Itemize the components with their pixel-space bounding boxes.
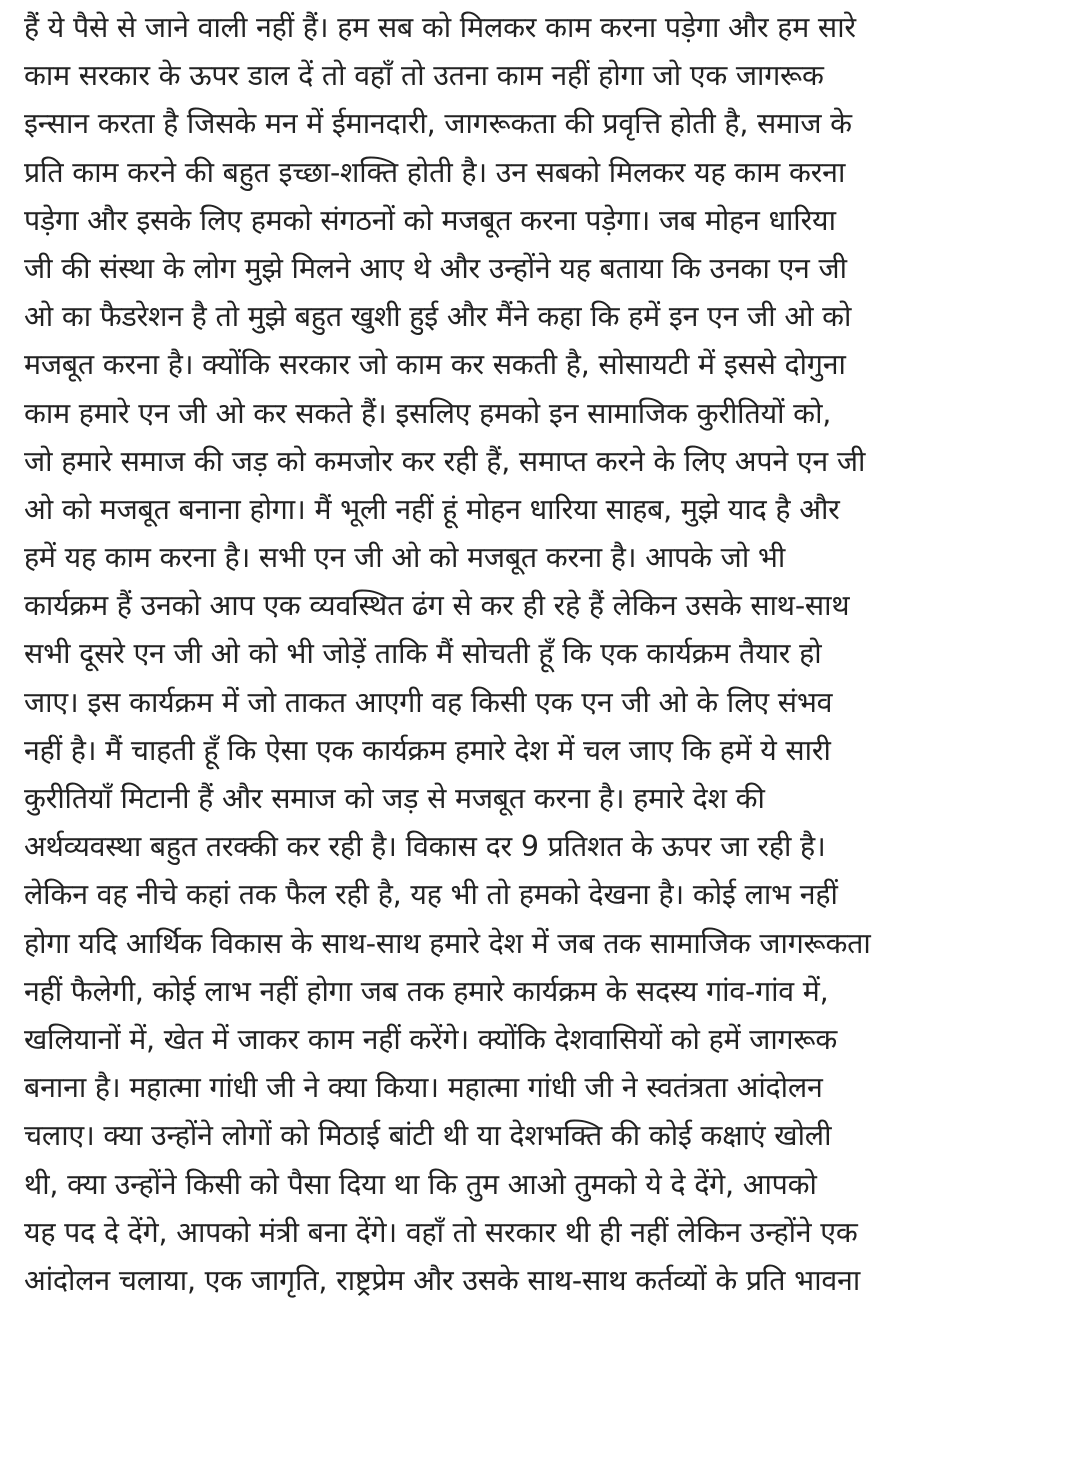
text-line: ओ का फैडरेशन है तो मुझे बहुत खुशी हुई और मैंने कहा कि हमें इन एन जी ओ को [24,300,852,334]
text-line: कुरीतियाँ मिटानी हैं और समाज को जड़ से मजबूत करना है। हमारे देश की [24,782,765,815]
text-line: काम सरकार के ऊपर डाल दें तो वहाँ तो उतना काम नहीं होगा जो एक जागरूक [24,59,824,93]
text-line: जी की संस्था के लोग मुझे मिलने आए थे और उन्होंने यह बताया कि उनका एन जी [24,251,847,285]
text-line: नहीं है। मैं चाहती हूँ कि ऐसा एक कार्यक्रम हमारे देश में चल जाए कि हमें ये सारी [24,733,831,767]
text-line: यह पद दे देंगे, आपको मंत्री बना देंगे। वहाँ तो सरकार थी ही नहीं लेकिन उन्होंने एक [24,1215,858,1249]
text-line: अर्थव्यवस्था बहुत तरक्की कर रही है। विकास दर 9 प्रतिशत के ऊपर जा रही है। [24,830,826,864]
text-line: पड़ेगा और इसके लिए हमको संगठनों को मजबूत करना पड़ेगा। जब मोहन धारिया [24,203,836,237]
text-line: खलियानों में, खेत में जाकर काम नहीं करेंगे। क्योंकि देशवासियों को हमें जागरूक [24,1022,838,1056]
text-line: लेकिन वह नीचे कहां तक फैल रही है, यह भी तो हमको देखना है। कोई लाभ नहीं [24,878,838,912]
text-line: इन्सान करता है जिसके मन में ईमानदारी, जागरूकता की प्रवृत्ति होती है, समाज के [24,107,852,141]
text-line: आंदोलन चलाया, एक जागृति, राष्ट्रप्रेम और उसके साथ-साथ कर्तव्यों के प्रति भावना [24,1263,861,1297]
text-line: काम हमारे एन जी ओ कर सकते हैं। इसलिए हमको इन सामाजिक कुरीतियों को, [24,396,832,430]
text-line: हैं ये पैसे से जाने वाली नहीं हैं। हम सब को मिलकर काम करना पड़ेगा और हम सारे [24,11,856,44]
text-line: सभी दूसरे एन जी ओ को भी जोड़ें ताकि मैं सोचती हूँ कि एक कार्यक्रम तैयार हो [24,637,822,671]
text-line: हमें यह काम करना है। सभी एन जी ओ को मजबूत करना है। आपके जो भी [24,541,786,575]
text-line: जाए। इस कार्यक्रम में जो ताकत आएगी वह किसी एक एन जी ओ के लिए संभव [24,685,833,719]
text-line: प्रति काम करने की बहुत इच्छा-शक्ति होती है। उन सबको मिलकर यह काम करना [24,155,846,189]
text-line: थी, क्या उन्होंने किसी को पैसा दिया था कि तुम आओ तुमको ये दे देंगे, आपको [24,1167,817,1201]
text-line: होगा यदि आर्थिक विकास के साथ-साथ हमारे देश में जब तक सामाजिक जागरूकता [24,926,871,960]
text-line: मजबूत करना है। क्योंकि सरकार जो काम कर सकती है, सोसायटी में इससे दोगुना [24,348,846,382]
text-line: ओ को मजबूत बनाना होगा। मैं भूली नहीं हूं मोहन धारिया साहब, मुझे याद है और [24,492,840,526]
text-line: चलाए। क्या उन्होंने लोगों को मिठाई बांटी थी या देशभक्ति की कोई कक्षाएं खोली [24,1119,832,1153]
text-line: कार्यक्रम हैं उनको आप एक व्यवस्थित ढंग से कर ही रहे हैं लेकिन उसके साथ-साथ [24,589,850,623]
text-line: जो हमारे समाज की जड़ को कमजोर कर रही हैं, समाप्त करने के लिए अपने एन जी [24,444,866,478]
text-line: बनाना है। महात्मा गांधी जी ने क्या किया। महात्मा गांधी जी ने स्वतंत्रता आंदोलन [24,1071,823,1105]
text-line: नहीं फैलेगी, कोई लाभ नहीं होगा जब तक हमारे कार्यक्रम के सदस्य गांव-गांव में, [24,974,829,1008]
